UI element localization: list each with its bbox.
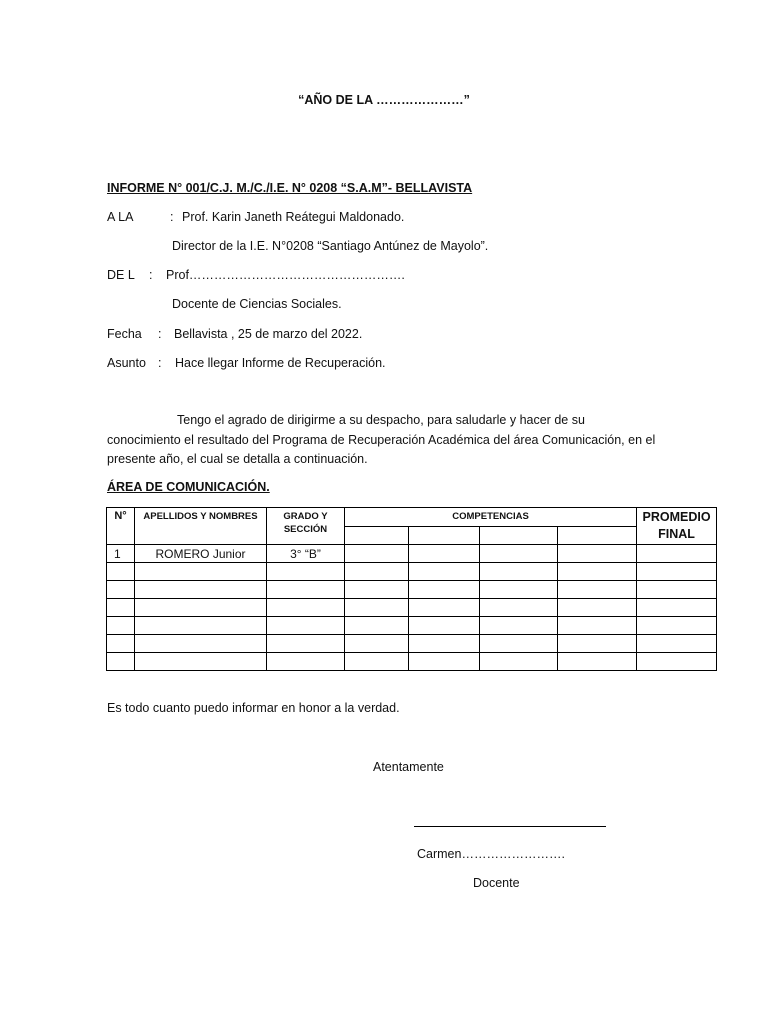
from-colon: : [149, 268, 153, 282]
competency-cell [345, 653, 409, 671]
competency-cell [409, 545, 480, 563]
final-average-cell [637, 581, 717, 599]
grade-section-cell [267, 581, 345, 599]
to-label: A LA [107, 210, 134, 224]
section-title: ÁREA DE COMUNICACIÓN. [107, 480, 270, 494]
subject-value: Hace llegar Informe de Recuperación. [175, 356, 386, 370]
signer-name: Carmen……………………. [417, 847, 565, 861]
table-row [107, 563, 717, 581]
table-row [107, 635, 717, 653]
grade-section-cell [267, 563, 345, 581]
student-name-cell: ROMERO Junior [135, 545, 267, 563]
competency-cell [409, 653, 480, 671]
row-number-cell [107, 653, 135, 671]
competency-cell [409, 617, 480, 635]
competency-cell [345, 545, 409, 563]
from-name: Prof……………………………………………. [166, 268, 405, 282]
subject-label: Asunto [107, 356, 146, 370]
row-number-cell [107, 617, 135, 635]
competency-cell [409, 635, 480, 653]
date-value: Bellavista , 25 de marzo del 2022. [174, 327, 363, 341]
competency-cell [558, 581, 637, 599]
row-number-cell: 1 [107, 545, 135, 563]
competency-subheader [558, 527, 637, 545]
signature-line [414, 826, 606, 827]
student-name-cell [135, 581, 267, 599]
student-name-cell [135, 599, 267, 617]
row-number-cell [107, 635, 135, 653]
header-names: APELLIDOS Y NOMBRES [135, 508, 267, 545]
table-body [107, 545, 717, 671]
competency-cell [480, 545, 558, 563]
final-average-cell [637, 635, 717, 653]
competency-cell [345, 617, 409, 635]
header-average: PROMEDIO FINAL [637, 508, 717, 545]
date-colon: : [158, 327, 162, 341]
competency-subheader [409, 527, 480, 545]
grade-section-cell [267, 599, 345, 617]
student-name-cell [135, 653, 267, 671]
competency-cell [558, 635, 637, 653]
competency-cell [345, 563, 409, 581]
final-average-cell [637, 617, 717, 635]
header-grade: GRADO Y SECCIÓN [267, 508, 345, 545]
from-role: Docente de Ciencias Sociales. [172, 297, 342, 311]
to-role: Director de la I.E. N°0208 “Santiago Antúnez de Mayolo”. [172, 239, 489, 253]
competency-cell [345, 599, 409, 617]
competency-cell [409, 581, 480, 599]
date-label: Fecha [107, 327, 142, 341]
grade-section-cell [267, 635, 345, 653]
body-paragraph-text: Tengo el agrado de dirigirme a su despacho, para saludarle y hacer de su conocimiento el resultado del Programa de Recuperación Académica del área Comunicación, en el presente año, el cual se detalla a continuación. [107, 413, 656, 466]
body-paragraph [107, 411, 662, 470]
competency-cell [558, 545, 637, 563]
competency-cell [558, 617, 637, 635]
final-average-cell [637, 545, 717, 563]
row-number-cell [107, 599, 135, 617]
competency-cell [558, 563, 637, 581]
table-row [107, 581, 717, 599]
competency-cell [409, 599, 480, 617]
final-average-cell [637, 653, 717, 671]
to-name: Prof. Karin Janeth Reátegui Maldonado. [182, 210, 405, 224]
header-competencies: COMPETENCIAS [345, 508, 637, 527]
competency-cell [480, 563, 558, 581]
closing-regards: Atentamente [373, 760, 444, 774]
recovery-table [106, 507, 717, 671]
student-name-cell [135, 617, 267, 635]
header-number: N° [107, 508, 135, 545]
competency-subheader [345, 527, 409, 545]
competency-cell [480, 617, 558, 635]
competency-cell [558, 599, 637, 617]
table-row [107, 653, 717, 671]
competency-cell [558, 653, 637, 671]
competency-cell [345, 635, 409, 653]
table-row [107, 617, 717, 635]
subject-colon: : [158, 356, 162, 370]
row-number-cell [107, 581, 135, 599]
from-label: DE L [107, 268, 135, 282]
student-name-cell [135, 563, 267, 581]
student-name-cell [135, 635, 267, 653]
grade-section-cell [267, 617, 345, 635]
table-row [107, 599, 717, 617]
to-colon: : [170, 210, 174, 224]
competency-cell [480, 581, 558, 599]
final-average-cell [637, 563, 717, 581]
signer-role: Docente [473, 876, 520, 890]
year-heading: “AÑO DE LA …………………” [298, 93, 470, 107]
competency-cell [409, 563, 480, 581]
grade-section-cell [267, 653, 345, 671]
competency-cell [480, 653, 558, 671]
competency-subheader [480, 527, 558, 545]
closing-statement: Es todo cuanto puedo informar en honor a la verdad. [107, 701, 400, 715]
grade-section-cell: 3° “B” [267, 545, 345, 563]
report-title: INFORME N° 001/C.J. M./C./I.E. N° 0208 “S.A.M”- BELLAVISTA [107, 181, 473, 195]
competency-cell [345, 581, 409, 599]
competency-cell [480, 635, 558, 653]
row-number-cell [107, 563, 135, 581]
table-row [107, 545, 717, 563]
competency-cell [480, 599, 558, 617]
final-average-cell [637, 599, 717, 617]
